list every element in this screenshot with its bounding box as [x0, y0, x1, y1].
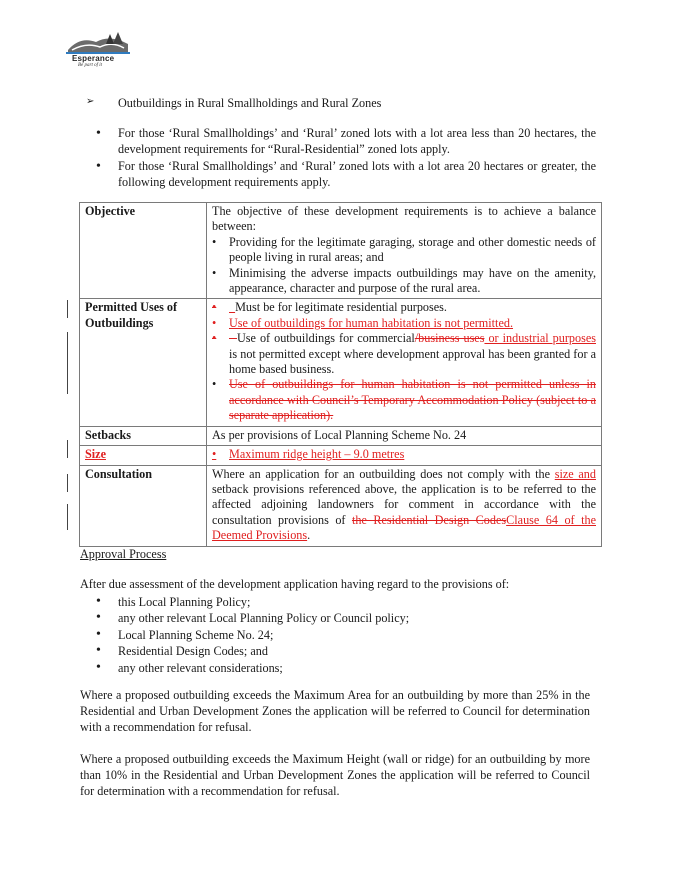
change-bar: [67, 504, 68, 530]
size-list: [212, 447, 596, 462]
row-value: [207, 299, 602, 426]
row-value: As per provisions of Local Planning Scheme No. 24: [207, 426, 602, 445]
list-item: • any other relevant Local Planning Policy or Council policy;: [96, 610, 409, 626]
requirements-table: [79, 202, 602, 547]
row-label: Size: [80, 446, 207, 465]
list-item: • Local Planning Scheme No. 24;: [96, 627, 409, 643]
table-row-setbacks: [80, 426, 602, 445]
row-value: Where an application for an outbuilding does not comply with the size and setback provisions referenced above, the application is to be referred to the affected adjoining landowners for comment in accordance with the consultation provisions of the Residential Design CodesClause 64 of the Deemed Provisions.: [207, 465, 602, 546]
approval-process-heading: Approval Process: [80, 547, 167, 561]
list-item: • any other relevant considerations;: [96, 660, 409, 676]
logo-tagline: Be part of it: [78, 63, 103, 68]
list-item: • Residential Design Codes; and: [96, 643, 409, 659]
row-label: Consultation: [80, 465, 207, 546]
intro-bullet: • For those ‘Rural Smallholdings’ and ‘Rural’ zoned lots with a lot area less than 20 hectares, the development requirements for “Rural-Residential” zoned lots apply.: [96, 126, 596, 157]
table-row-size: [80, 446, 602, 465]
intro-bullet-list: [96, 126, 596, 192]
approval-list: [96, 594, 409, 676]
row-value: [207, 203, 602, 299]
list-item: • Use of outbuildings for human habitation is not permitted.: [212, 315, 513, 330]
row-label: Setbacks: [80, 426, 207, 445]
objective-text: The objective of these development requirements is to achieve a balance between:: [212, 204, 596, 234]
list-item: • this Local Planning Policy;: [96, 594, 409, 610]
approval-intro: After due assessment of the development application having regard to the provisions of:: [80, 577, 510, 591]
change-bar: [67, 300, 68, 318]
change-bar: [67, 440, 68, 458]
change-bar: [67, 474, 68, 492]
change-bar: [67, 332, 68, 394]
intro-bullet: • For those ‘Rural Smallholdings’ and ‘Rural’ zoned lots with a lot area 20 hectares or greater, the following development requirements apply.: [96, 159, 596, 190]
table-row-objective: [80, 203, 602, 299]
row-label: Permitted Uses of Outbuildings: [80, 299, 207, 426]
logo-landscape-icon: [66, 30, 130, 56]
list-item: • Must be for legitimate residential purposes.: [212, 300, 447, 315]
arrow-bullet-icon: ➢: [86, 96, 95, 107]
approval-paragraph: Where a proposed outbuilding exceeds the Maximum Area for an outbuilding by more than 25% in the Residential and Urban Development Zones the application will be referred to Council for determination with a recommendation for refusal.: [80, 688, 590, 734]
table-row-consultation: [80, 465, 602, 546]
list-item: • Maximum ridge height – 9.0 metres: [212, 447, 405, 462]
list-item: • Use of outbuildings for commercial/business uses or industrial purposes is not permitted except where development approval has been granted for a home based business.: [212, 331, 596, 377]
row-value: [207, 446, 602, 465]
objective-list: [212, 235, 596, 297]
list-item: • Minimising the adverse impacts outbuildings may have on the amenity, appearance, character and purpose of the rural area.: [212, 265, 596, 296]
logo-brand-text: Esperance: [72, 54, 115, 63]
section-heading-text: Outbuildings in Rural Smallholdings and Rural Zones: [118, 96, 382, 110]
list-item: • Providing for the legitimate garaging, storage and other domestic needs of people living in rural areas; and: [212, 234, 596, 265]
approval-paragraph: Where a proposed outbuilding exceeds the Maximum Height (wall or ridge) for an outbuilding by more than 10% in the Residential and Urban Development Zones the application will be referred to Council for determination with a recommendation for refusal.: [80, 752, 590, 798]
list-item: • Use of outbuildings for human habitation is not permitted unless in accordance with Council’s Temporary Accommodation Policy (subject to a separate application).: [212, 377, 596, 423]
row-label: Objective: [80, 203, 207, 299]
shire-logo: [66, 30, 130, 68]
table-row-permitted-uses: [80, 299, 602, 426]
permitted-list: [212, 300, 596, 423]
